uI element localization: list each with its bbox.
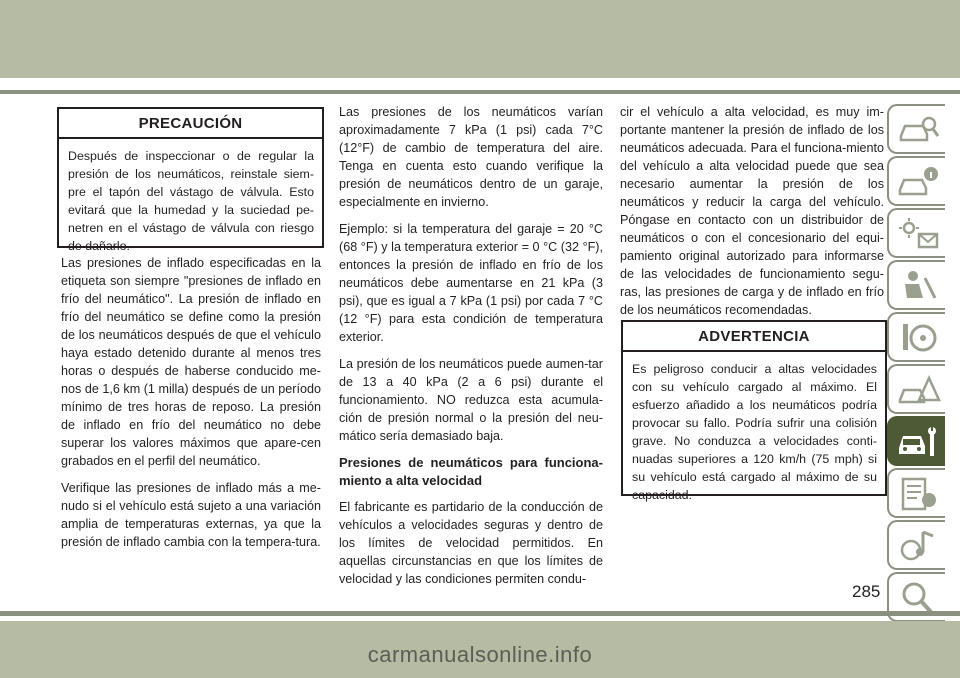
caution-text: Después de inspeccionar o de regular la presión de los neumáticos, reinstale siem-pre el tapón del vástago de válvula. Esto evitará que la humedad y la suciedad pe-netren en el vástago de válvula con riesgo de dañarlo.	[68, 149, 314, 253]
paragraph: Las presiones de inflado especificadas en la etiqueta son siempre "presiones de inflado en frío del neumático". La presión de inflado en frío del neumático se define como la presión de los neumáticos después de que el vehículo haya estado detenido durante al menos tres horas o después de haberse conducido me-nos de 1,6 km (1 milla) después de un período mínimo de tres horas de reposo. La presión de inflado en frío del neumático no debe superar los valores máximos que apare-cen grabados en el perfil del neumático.	[61, 256, 321, 468]
car-wrench-icon	[897, 424, 941, 460]
multimedia-icon	[897, 528, 941, 564]
top-rule	[0, 90, 960, 94]
tab-seat-airbag[interactable]	[887, 260, 945, 310]
paragraph: cir el vehículo a alta velocidad, es muy im-portante mantener la presión de inflado de los neumáticos adecuada. Para el funciona-miento del vehículo a alta velocidad puede que sea necesario aumentar la presión de los neumáticos y reducir la carga del vehículo. Póngase en contacto con un distribuidor de neumáticos o con el concesionario del equi-pamiento original autorizado para informarse de las velocidades de funcionamiento segu-ras, las presiones de carga y de inflado en frío de los neumáticos recomendadas.	[620, 105, 884, 317]
column-2	[339, 103, 603, 597]
tab-car-info[interactable]	[887, 156, 945, 206]
top-band	[0, 0, 960, 78]
warning-lights-icon	[897, 216, 941, 252]
caution-box	[57, 107, 324, 253]
car-hazard-icon	[897, 372, 941, 408]
paragraph: El fabricante es partidario de la conducción de vehículos a velocidades seguras y dentro de los límites de velocidad permitidos. En aquellas circunstancias en que los límites de velocidad y las condiciones permiten condu-	[339, 500, 603, 586]
paragraph: Verifique las presiones de inflado más a me-nudo si el vehículo está sujeto a una variación amplia de temperaturas externas, ya que la presión de inflado cambia con la tempera-tura.	[61, 481, 321, 549]
tab-car-hazard[interactable]	[887, 364, 945, 414]
seat-airbag-icon	[897, 268, 941, 304]
tab-checklist[interactable]	[887, 468, 945, 518]
warning-box	[621, 320, 887, 502]
warning-title: ADVERTENCIA	[623, 322, 885, 352]
paragraph: La presión de los neumáticos puede aumen-tar de 13 a 40 kPa (2 a 6 psi) durante el funcionamiento. NO reduzca esta acumula-ción de presión normal o la presión del neu-mático sería demasiado baja.	[339, 357, 603, 443]
tab-warning-lights[interactable]	[887, 208, 945, 258]
watermark: carmanualsonline.info	[367, 642, 593, 667]
tab-multimedia[interactable]	[887, 520, 945, 570]
paragraph: Ejemplo: si la temperatura del garaje = 20 °C (68 °F) y la temperatura exterior = 0 °C (32 °F), entonces la presión de inflado en frío de los neumáticos debe aumentarse en 21 kPa (3 psi), que es igual a 7 kPa (1 psi) por cada 7 °C (12 °F) para esta condición de temperatura exterior.	[339, 222, 603, 344]
car-info-icon	[897, 164, 941, 200]
tab-car-search[interactable]	[887, 104, 945, 154]
tab-car-wrench[interactable]	[887, 416, 945, 466]
bottom-rule	[0, 611, 960, 616]
column-3	[620, 103, 884, 328]
warning-text: Es peligroso conducir a altas velocidades con su vehículo cargado al máximo. El esfuerzo añadido a los neumáticos podría provocar su fallo. Podría sufrir una colisión grave. No conduzca a velocidades conti-nuadas superiores a 120 km/h (75 mph) si su vehículo está cargado al máximo de su capacidad.	[632, 362, 877, 502]
car-search-icon	[897, 112, 941, 148]
column-1	[61, 254, 321, 560]
steering-wheel-icon	[897, 320, 941, 356]
tab-steering-wheel[interactable]	[887, 312, 945, 362]
paragraph: Las presiones de los neumáticos varían aproximadamente 7 kPa (1 psi) cada 7°C (12°F) de cambio de temperatura del aire. Tenga en cuenta esto cuando verifique la presión de neumáticos dentro de un garaje, especialmente en invierno.	[339, 105, 603, 209]
page-number: 285	[852, 582, 881, 601]
checklist-icon	[897, 476, 941, 512]
section-heading: Presiones de neumáticos para funciona-miento a alta velocidad	[339, 455, 603, 488]
caution-title: PRECAUCIÓN	[59, 109, 322, 139]
